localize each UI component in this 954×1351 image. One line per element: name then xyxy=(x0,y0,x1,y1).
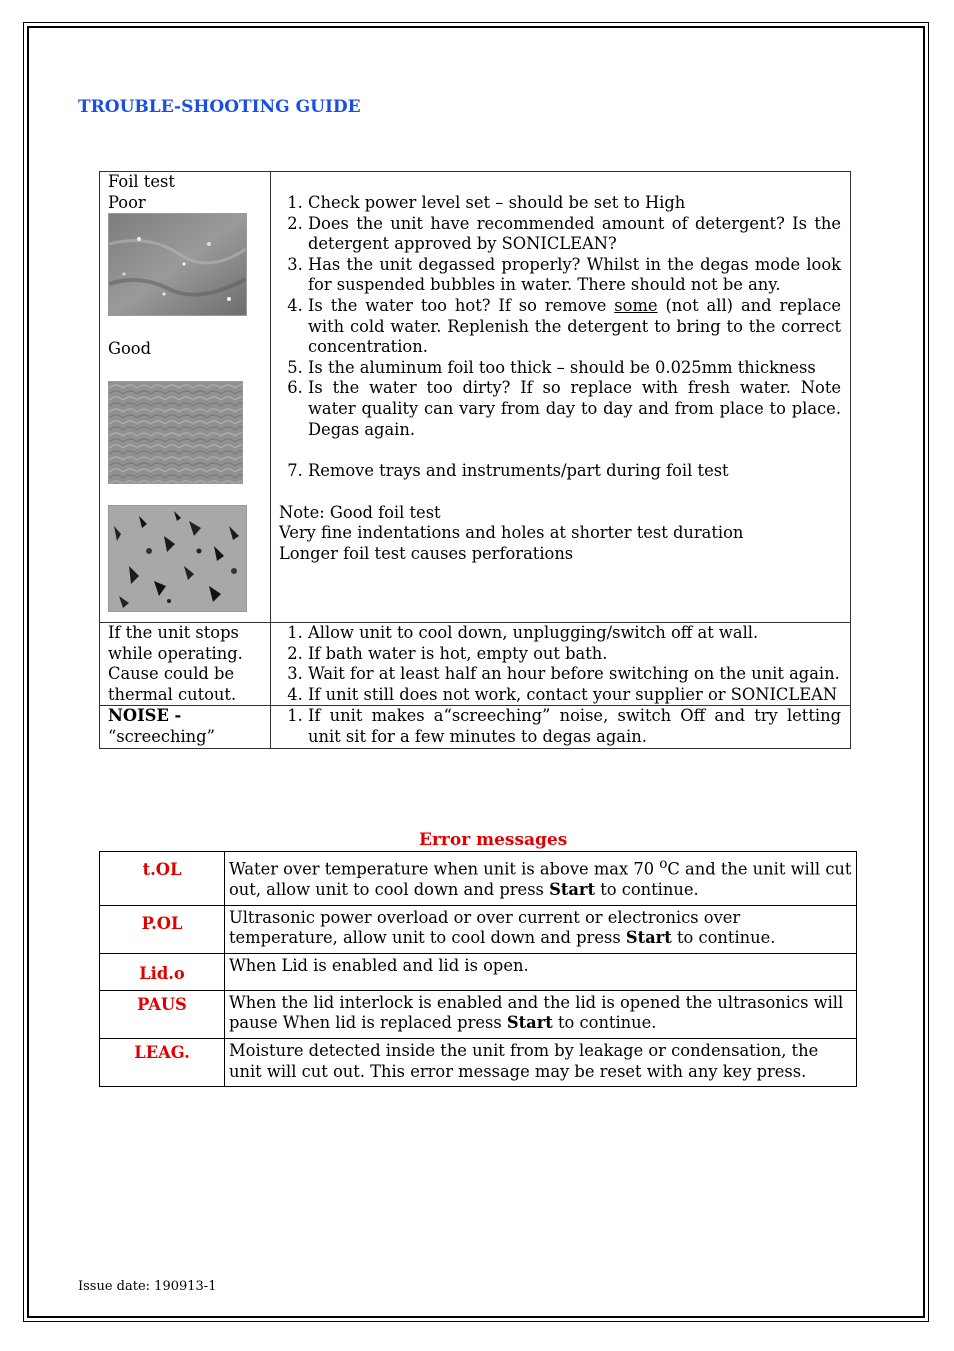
noise-step-1: 1. If unit makes a“screeching” noise, switch Off and try letting unit sit for a few minutes to degas again. xyxy=(308,706,841,747)
noise-steps xyxy=(279,706,841,747)
thermal-step-4: 4. If unit still does not work, contact your supplier or SONICLEAN xyxy=(308,685,841,706)
foil-test-steps-cell xyxy=(271,172,851,623)
note-line-3: Longer foil test causes perforations xyxy=(279,543,574,563)
error-code-pol: P.OL xyxy=(100,905,225,953)
error-desc-tol: Water over temperature when unit is above max 70 $^o$C and the unit will cut out, allow unit to cool down and press Start to continue. xyxy=(225,852,857,906)
thermal-step-2: 2. If bath water is hot, empty out bath. xyxy=(308,644,841,665)
thermal-cutout-steps-cell xyxy=(271,623,851,706)
error-desc-leag: Moisture detected inside the unit from by leakage or condensation, the unit will cut out. This error message may be reset with any key press. xyxy=(225,1038,857,1086)
good-label: Good xyxy=(108,339,152,359)
error-code-lido: Lid.o xyxy=(100,953,225,990)
error-row-lido xyxy=(100,953,857,990)
thermal-cutout-label: If the unit stops while operating. Cause could be thermal cutout. xyxy=(100,623,271,706)
good-foil-image xyxy=(108,381,243,484)
foil-step-1: 1. Check power level set – should be set to High xyxy=(308,193,841,214)
error-messages-title: Error messages xyxy=(419,830,568,850)
foil-test-steps-cont xyxy=(279,461,841,482)
troubleshooting-table xyxy=(99,171,851,749)
note-line-1: Note: Good foil test xyxy=(279,502,441,522)
thermal-step-1: 1. Allow unit to cool down, unplugging/switch off at wall. xyxy=(308,623,841,644)
foil-step-5: 5. Is the aluminum foil too thick – should be 0.025mm thickness xyxy=(308,358,841,379)
issue-date: Issue date: 190913-1 xyxy=(78,1279,217,1294)
perforated-foil-image xyxy=(108,505,247,612)
page-title: TROUBLE-SHOOTING GUIDE xyxy=(78,97,361,117)
foil-test-label: Foil test xyxy=(108,172,175,191)
error-code-tol: t.OL xyxy=(100,852,225,906)
foil-step-7: 7. Remove trays and instruments/part during foil test xyxy=(308,461,841,482)
noise-steps-cell xyxy=(271,706,851,748)
thermal-cutout-row xyxy=(100,623,851,706)
poor-label: Poor xyxy=(108,192,146,212)
error-row-paus xyxy=(100,990,857,1038)
foil-test-label-cell xyxy=(100,172,271,623)
foil-step-3: 3. Has the unit degassed properly? Whilst in the degas mode look for suspended bubbles in water. There should not be any. xyxy=(308,255,841,296)
error-code-leag: LEAG. xyxy=(100,1038,225,1086)
error-code-paus: PAUS xyxy=(100,990,225,1038)
foil-step-6: 6. Is the water too dirty? If so replace with fresh water. Note water quality can vary from day to day and from place to place. Degas again. xyxy=(308,378,841,440)
foil-test-row xyxy=(100,172,851,623)
error-desc-paus: When the lid interlock is enabled and the lid is opened the ultrasonics will pause When lid is replaced press Start to continue. xyxy=(225,990,857,1038)
foil-step-2: 2. Does the unit have recommended amount of detergent? Is the detergent approved by SONICLEAN? xyxy=(308,214,841,255)
thermal-step-3: 3. Wait for at least half an hour before switching on the unit again. xyxy=(308,664,841,685)
error-row-leag xyxy=(100,1038,857,1086)
error-desc-pol: Ultrasonic power overload or over current or electronics over temperature, allow unit to cool down and press Start to continue. xyxy=(225,905,857,953)
error-row-tol xyxy=(100,852,857,906)
note-line-2: Very fine indentations and holes at shorter test duration xyxy=(279,523,744,543)
error-row-pol xyxy=(100,905,857,953)
noise-row xyxy=(100,706,851,748)
noise-label-cell xyxy=(100,706,271,748)
noise-label: NOISE - xyxy=(108,706,182,726)
thermal-cutout-steps xyxy=(279,623,841,705)
foil-test-steps xyxy=(279,193,841,440)
error-desc-lido: When Lid is enabled and lid is open. xyxy=(225,953,857,990)
foil-step-4: 4. Is the water too hot? If so remove some (not all) and replace with cold water. Replenish the detergent to bring to the correct concentration. xyxy=(308,296,841,358)
noise-sublabel: “screeching” xyxy=(108,726,215,746)
poor-foil-image xyxy=(108,213,247,316)
error-messages-table xyxy=(99,851,857,1087)
